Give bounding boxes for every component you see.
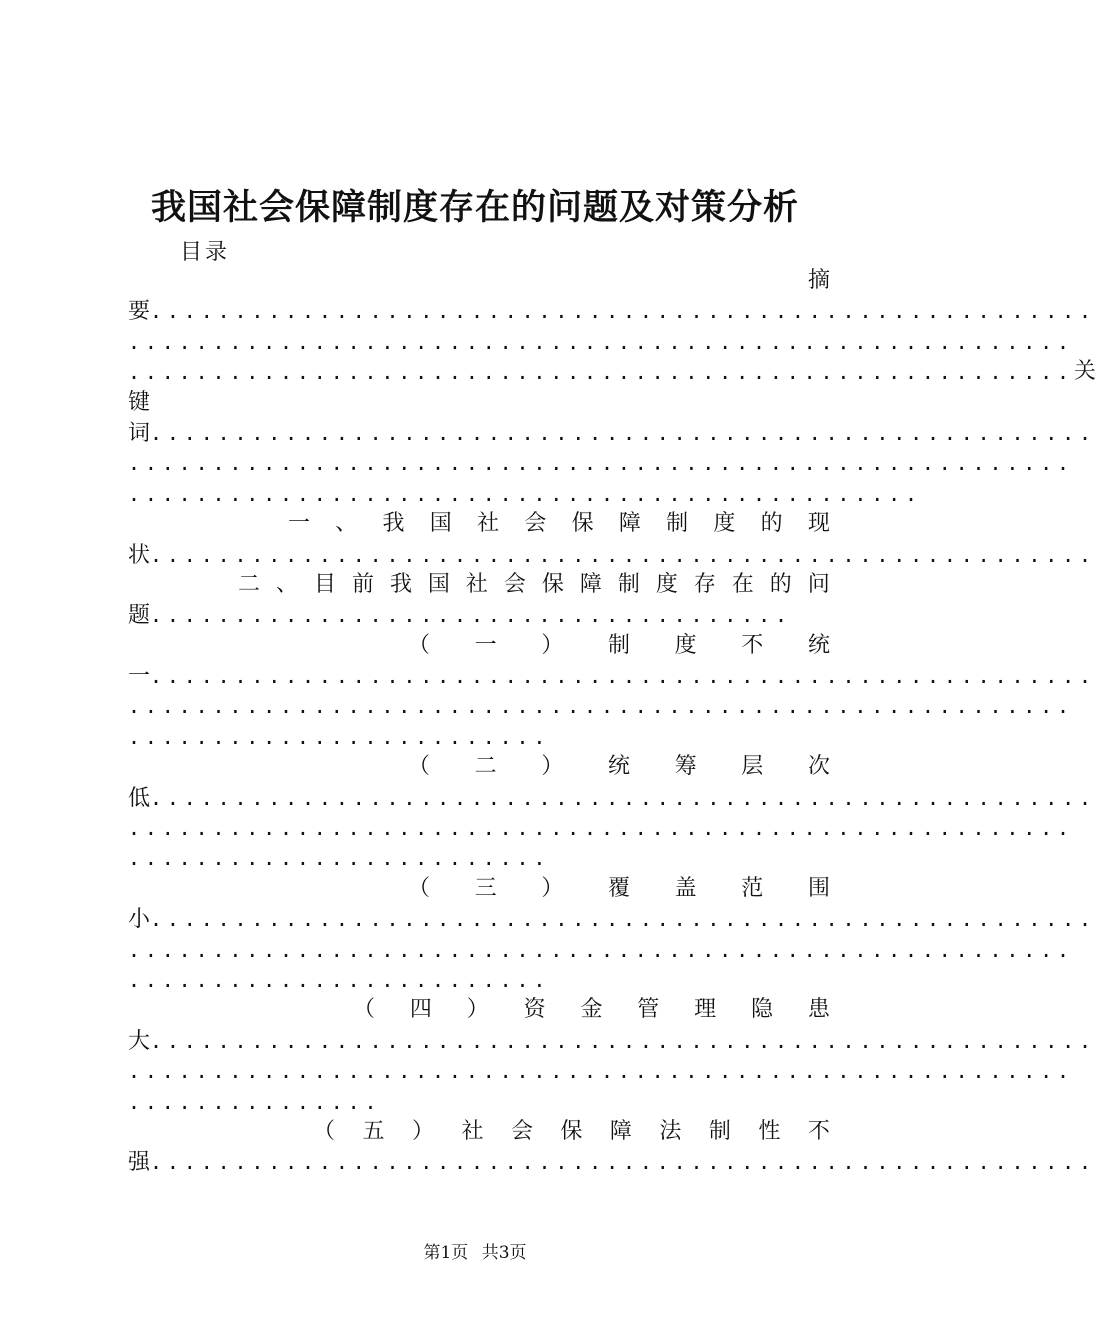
toc-line <box>128 1117 830 1147</box>
toc-glyph: 保 <box>571 511 594 537</box>
toc-line <box>128 509 830 539</box>
dot-leader: ........................................................ <box>150 664 1096 689</box>
toc-glyph: 一 <box>288 511 311 537</box>
toc-line <box>128 327 1074 357</box>
toc-line-label: 小 <box>128 907 151 933</box>
toc-line <box>128 1056 1074 1086</box>
toc-glyph: 问 <box>807 571 830 597</box>
toc-glyph: 障 <box>618 511 641 537</box>
toc-glyph: 管 <box>637 997 660 1023</box>
toc-line-body <box>128 299 1096 324</box>
toc-glyph: 社 <box>477 511 500 537</box>
toc-line <box>128 418 1096 448</box>
toc-entry[interactable] <box>128 570 830 631</box>
toc-glyph: 不 <box>807 1118 830 1144</box>
toc-line-body <box>128 1029 1096 1054</box>
toc-glyph: 理 <box>694 997 717 1023</box>
toc-glyph: 会 <box>524 511 547 537</box>
toc-entry[interactable] <box>128 631 1096 753</box>
dot-leader: ........................................................ <box>150 907 1096 932</box>
toc-heading: 目录 <box>180 240 231 265</box>
toc-line <box>128 874 830 904</box>
toc-glyph: 目 <box>313 571 336 597</box>
toc-glyph: 制 <box>708 1118 731 1144</box>
toc-glyph: 保 <box>541 571 564 597</box>
toc-glyph: 的 <box>760 511 783 537</box>
toc-glyph: 次 <box>807 754 830 780</box>
toc-glyph: 障 <box>579 571 602 597</box>
toc-line <box>128 357 1096 387</box>
dot-leader: ........................................................ <box>128 359 1074 384</box>
toc-line-tail: 关 <box>1073 359 1096 385</box>
toc-line-body <box>128 421 1096 446</box>
toc-line-body <box>128 482 922 507</box>
toc-line-body <box>128 1059 1074 1084</box>
toc-glyph: 存 <box>693 571 716 597</box>
toc-glyph: ） <box>541 754 564 780</box>
toc-entry[interactable] <box>128 752 1096 874</box>
toc-glyph: 会 <box>510 1118 533 1144</box>
toc-glyph: 金 <box>580 997 603 1023</box>
toc-line <box>128 935 1074 965</box>
toc-glyph: 社 <box>465 571 488 597</box>
toc-glyph: 制 <box>607 632 630 658</box>
toc-glyph: 四 <box>409 997 432 1023</box>
dot-leader: ........................................................ <box>128 451 1074 476</box>
toc-glyph: ） <box>411 1118 434 1144</box>
toc-line-body <box>128 938 1074 963</box>
toc-line-body <box>128 357 1074 388</box>
dot-leader: ........................................................ <box>128 694 1074 719</box>
toc-glyph: 围 <box>807 875 830 901</box>
toc-line <box>128 388 830 418</box>
toc-line <box>128 1087 830 1117</box>
toc-line <box>128 904 1096 934</box>
dot-leader: ........................................................ <box>150 420 1096 445</box>
toc-glyph: 的 <box>769 571 792 597</box>
toc-line <box>128 570 830 600</box>
toc-line <box>128 661 1096 691</box>
page-total: 共3页 <box>481 1243 527 1263</box>
toc-glyph: ） <box>541 632 564 658</box>
toc-line-body <box>128 543 1096 568</box>
dot-leader: ........................................................ <box>150 1150 1096 1175</box>
toc-glyph: 我 <box>382 511 405 537</box>
dot-leader: ........................................................ <box>150 785 1096 810</box>
toc-glyph: 覆 <box>607 875 630 901</box>
dot-leader: ......................... <box>128 846 551 871</box>
toc-line <box>128 965 830 995</box>
toc-line-body <box>128 725 550 750</box>
toc-line-body <box>128 603 792 628</box>
toc-glyph: （ <box>408 754 431 780</box>
toc-glyph: 不 <box>741 632 764 658</box>
toc-line <box>128 813 1074 843</box>
toc-line-body <box>128 907 1096 932</box>
dot-leader: ........................................................ <box>128 816 1074 841</box>
toc-glyph: 范 <box>741 875 764 901</box>
toc-line-label: 词 <box>128 420 151 446</box>
toc-line <box>128 296 1096 326</box>
toc-line-body <box>128 786 1096 811</box>
toc-glyph: 国 <box>429 511 452 537</box>
toc-glyph: 现 <box>807 511 830 537</box>
toc-entry[interactable] <box>128 874 1096 996</box>
dot-leader: ............... <box>128 1089 382 1114</box>
toc-line <box>128 631 830 661</box>
toc-line-body <box>128 694 1074 719</box>
toc-line <box>128 1147 1096 1177</box>
toc-glyph: 障 <box>609 1118 632 1144</box>
toc-glyph: 隐 <box>751 997 774 1023</box>
toc-line-body <box>128 664 1096 689</box>
toc-line <box>128 1026 1096 1056</box>
dot-leader: ........................................................ <box>128 1059 1074 1084</box>
toc-glyph: 会 <box>503 571 526 597</box>
toc-line-body <box>128 390 150 415</box>
toc-line: 摘 <box>807 268 830 293</box>
toc-glyph: （ <box>408 875 431 901</box>
toc-glyph: 患 <box>807 997 830 1023</box>
toc-line <box>128 752 830 782</box>
toc-entry[interactable] <box>128 995 1096 1117</box>
toc-line-label: 键 <box>128 389 151 415</box>
toc-glyph: 在 <box>731 571 754 597</box>
toc-glyph: 资 <box>523 997 546 1023</box>
dot-leader: ......................... <box>128 724 551 749</box>
table-of-contents <box>128 266 1096 1178</box>
toc-glyph: 一 <box>474 632 497 658</box>
toc-glyph: 度 <box>655 571 678 597</box>
toc-glyph: 筹 <box>674 754 697 780</box>
toc-glyph: 层 <box>741 754 764 780</box>
toc-glyph: 法 <box>659 1118 682 1144</box>
toc-entry[interactable] <box>128 509 1096 570</box>
toc-glyph: （ <box>313 1118 336 1144</box>
dot-leader: ......................... <box>128 967 551 992</box>
toc-line <box>128 448 1074 478</box>
toc-entry[interactable] <box>128 1117 1096 1178</box>
toc-glyph: （ <box>408 632 431 658</box>
toc-glyph: 二 <box>238 571 261 597</box>
toc-line <box>128 722 830 752</box>
toc-line <box>128 479 922 509</box>
dot-leader: ........................................................ <box>150 542 1096 567</box>
toc-line-label: 一 <box>128 664 151 690</box>
page-footer <box>0 1241 950 1265</box>
toc-glyph: ） <box>541 875 564 901</box>
toc-line <box>128 691 1074 721</box>
toc-glyph: 制 <box>617 571 640 597</box>
dot-leader: ...................................... <box>150 603 792 628</box>
toc-glyph: 度 <box>674 632 697 658</box>
toc-glyph: （ <box>353 997 376 1023</box>
toc-line-label: 强 <box>128 1150 151 1176</box>
toc-line-body <box>128 1090 381 1115</box>
toc-line-label: 大 <box>128 1028 151 1054</box>
toc-glyph: 制 <box>666 511 689 537</box>
toc-glyph: 前 <box>351 571 374 597</box>
toc-line-label: 要 <box>128 299 151 325</box>
toc-glyph: 我 <box>389 571 412 597</box>
dot-leader: ........................................................ <box>150 299 1096 324</box>
toc-glyph: 、 <box>275 571 298 597</box>
toc-glyph: ） <box>466 997 489 1023</box>
toc-line-label: 题 <box>128 603 151 629</box>
dot-leader: ............................................... <box>128 481 922 506</box>
toc-line-body <box>128 330 1074 355</box>
dot-leader: ........................................................ <box>150 1028 1096 1053</box>
toc-glyph: 统 <box>807 632 830 658</box>
document-title: 我国社会保障制度存在的问题及对策分析 <box>150 187 799 228</box>
toc-line-label: 低 <box>128 785 151 811</box>
toc-line <box>128 995 830 1025</box>
toc-line <box>128 540 1096 570</box>
toc-line <box>128 843 830 873</box>
page-number: 第1页 <box>423 1243 469 1263</box>
toc-glyph: 统 <box>607 754 630 780</box>
toc-glyph: 度 <box>713 511 736 537</box>
toc-glyph: 盖 <box>674 875 697 901</box>
toc-line-body <box>128 1150 1096 1175</box>
toc-line-body <box>128 968 550 993</box>
toc-glyph: 三 <box>474 875 497 901</box>
toc-line <box>128 600 830 630</box>
dot-leader: ........................................................ <box>128 937 1074 962</box>
toc-line-body <box>128 816 1074 841</box>
toc-line-label: 状 <box>128 542 151 568</box>
toc-glyph: 性 <box>758 1118 781 1144</box>
toc-line-body <box>128 451 1074 476</box>
dot-leader: ........................................................ <box>128 329 1074 354</box>
toc-glyph: 二 <box>474 754 497 780</box>
toc-entry[interactable] <box>128 266 1096 509</box>
toc-glyph: 、 <box>335 511 358 537</box>
toc-glyph: 国 <box>427 571 450 597</box>
toc-glyph: 五 <box>362 1118 385 1144</box>
toc-glyph: 保 <box>560 1118 583 1144</box>
toc-line-body <box>128 846 550 871</box>
toc-glyph: 社 <box>461 1118 484 1144</box>
toc-line <box>128 783 1096 813</box>
